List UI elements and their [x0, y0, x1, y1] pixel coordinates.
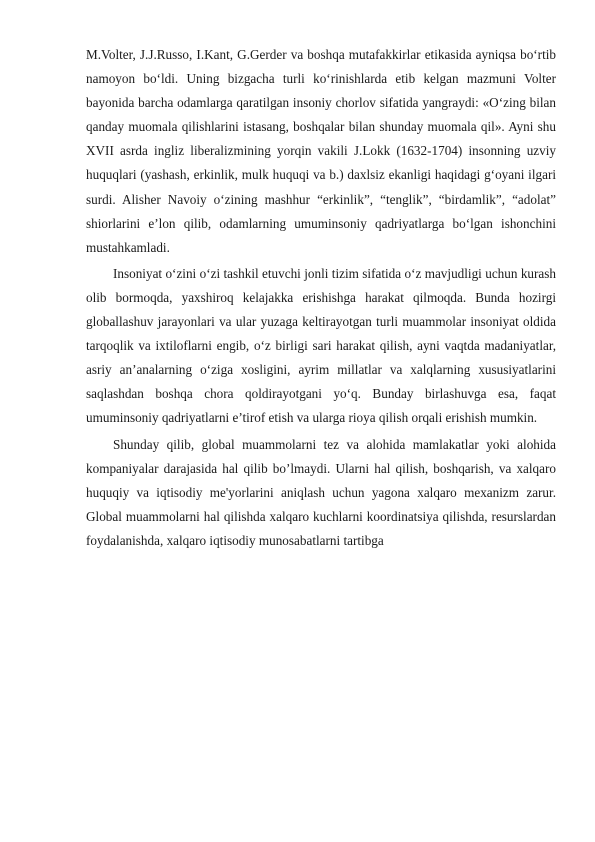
paragraph-2: Insoniyat o‘zini o‘zi tashkil etuvchi jonli tizim sifatida o‘z mavjudligi uchun kurash olib bormoqda, yaxshiroq kelajakka erishishga harakat qilmoqda. Bunda hozirgi globallashuv jarayonlari va ular yuzaga keltirayotgan turli muammolar insoniyat oldida tarqoqlik va ixtiloflarni engib, o‘z birligi sari harakat qilish, ayni vaqtda madaniyatlar, asriy an’analarning o‘ziga xosligini, ayrim millatlar va xalqlarning xususiyatlarini saqlashdan boshqa chora qoldirayotgani yo‘q. Bunday birlashuvga esa, faqat umuminsoniy qadriyatlarni e’tirof etish va ularga rioya qilish orqali erishish mumkin.	[86, 265, 556, 426]
paragraph-1: M.Volter, J.J.Russo, I.Kant, G.Gerder va boshqa mutafakkirlar etikasida ayniqsa bo‘rtib namoyon bo‘ldi. Uning bizgacha turli ko‘rinishlarda etib kelgan mazmuni Volter bayonida barcha odamlarga qaratilgan insoniy chorlov sifatida yangraydi: «O‘zing bilan qanday muomala qilishlarini istasang, boshqalar bilan shunday muomala qil». Ayni shu XVII asrda ingliz liberalizmining yorqin vakili J.Lokk (1632-1704) insonning uzviy huquqlari (yashash, erkinlik, mulk huquqi va b.) daxlsiz ekanligi haqidagi g‘oyani ilgari surdi. Alisher Navoiy o‘zining mashhur “erkinlik”, “tenglik”, “birdamlik”, “adolat” shiorlarini e’lon qilib, odamlarning umuminsoniy qadriyatlarga bo‘lgan ishonchini mustahkamladi.	[86, 47, 556, 255]
paragraph-3: Shunday qilib, global muammolarni tez va alohida mamlakatlar yoki alohida kompaniyalar darajasida hal qilib bo’lmaydi. Ularni hal qilish, boshqarish, va xalqaro huquqiy va iqtisodiy me'yorlarini aniqlash uchun yagona xalqaro mexanizm zarur. Global muammolarni hal qilishda xalqaro kuchlarni koordinatsiya qilishda, resurslardan foydalanishda, xalqaro iqtisodiy munosabatlarni tartibga	[86, 436, 556, 548]
document-page	[86, 43, 556, 555]
